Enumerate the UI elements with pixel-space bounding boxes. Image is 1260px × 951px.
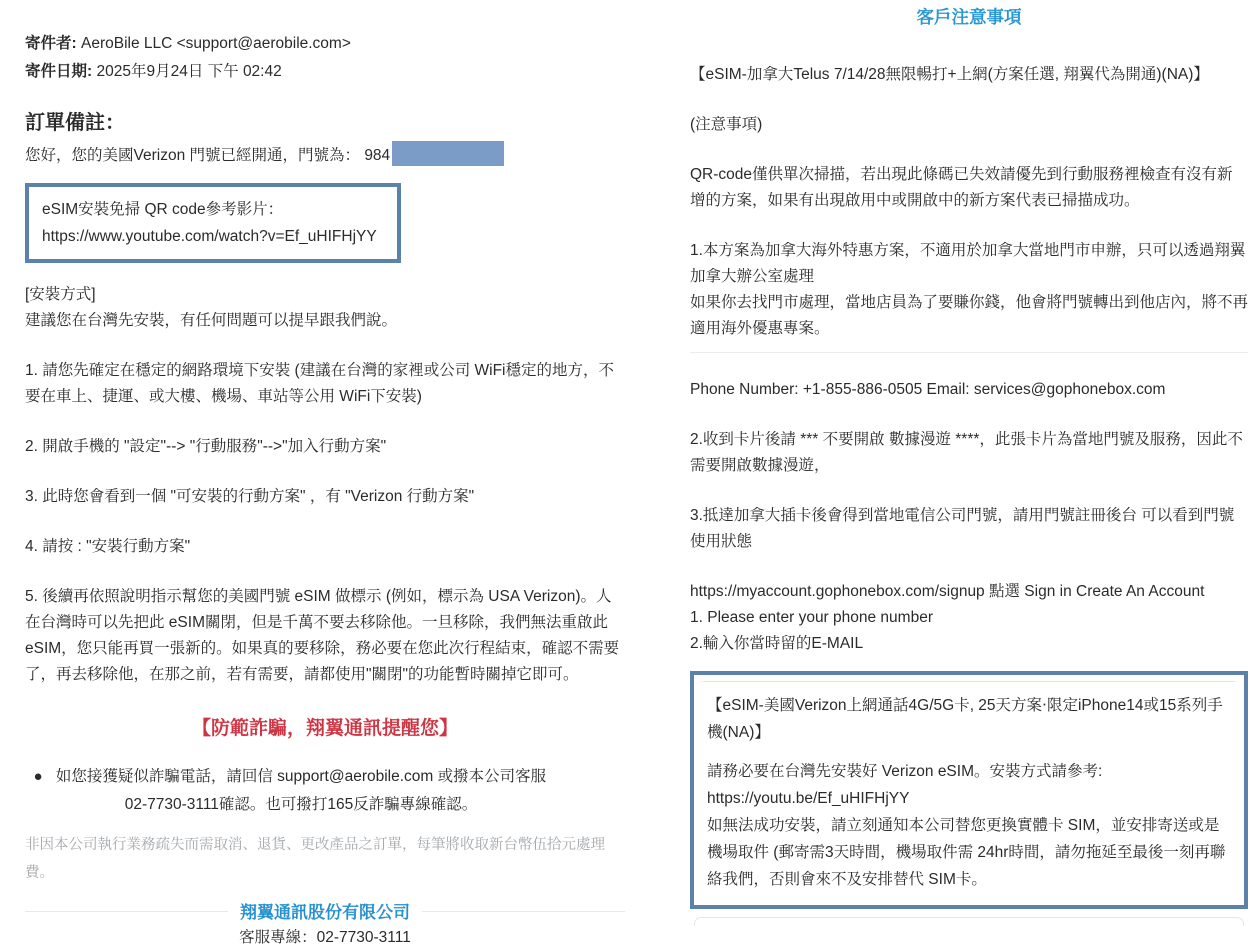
esim-video-url-link[interactable]: https://www.youtube.com/watch?v=Ef_uHIFHjYY <box>42 228 377 245</box>
signup-url-link[interactable]: https://myaccount.gophonebox.com/signup 點選 Sign in Create An Account <box>690 583 1205 600</box>
install-intro: 建議您在台灣先安裝，有任何問題可以提早跟我們說。 <box>25 312 398 329</box>
sender-value: AeroBile LLC <support@aerobile.com> <box>80 35 351 52</box>
verizon-esim-highlight-box <box>690 671 1248 909</box>
install-step-1: 1. 請您先確定在穩定的網路環境下安裝 (建議在台灣的家裡或公司 WiFi穩定的地方，不要在車上、捷運、或大樓、機場、車站等公用 WiFi下安裝) <box>25 362 614 405</box>
fraud-bullet-text: 如您接獲疑似詐騙電話，請回信 support@aerobile.com 或撥本公司客服02-7730-3111確認。也可撥打165反詐騙專線確認。 <box>55 768 547 813</box>
redacted-phone-number <box>392 141 504 166</box>
verizon-fallback-note: 如無法成功安裝，請立刻通知本公司替您更換實體卡 SIM，並安排寄送或是機場取件 (郵寄需3天時間，機場取件需 24hr時間，請勿拖延至最後一刻再聯絡我們，否則會來不及安排替代 SIM卡。 <box>707 817 1226 888</box>
cancellation-fee-disclaimer: 非因本公司執行業務疏失而需取消、退貨、更改產品之訂單，每筆將收取新台幣伍拾元處理費。 <box>25 837 605 881</box>
notice-item-1-line1: 1.本方案為加拿大海外特惠方案，不適用於加拿大當地門市申辦，只可以透過翔翼加拿大辦公室處理 <box>690 242 1246 285</box>
qr-code-note: QR-code僅供單次掃描，若出現此條碼已失效請優先到行動服務裡檢查有沒有新增的方案，如果有出現啟用中或開啟中的新方案代表已掃描成功。 <box>690 166 1233 209</box>
notice-label: (注意事項) <box>690 116 763 133</box>
notice-page-title: 客戶注意事項 <box>916 7 1022 27</box>
verizon-video-url-link[interactable]: https://youtu.be/Ef_uHIFHjYY <box>707 790 910 807</box>
esim-video-label: eSIM安裝免掃 QR code參考影片： <box>42 201 284 218</box>
notice-item-1 <box>690 238 1248 353</box>
email-body-column <box>25 0 625 951</box>
company-name: 翔翼通訊股份有限公司 <box>228 903 422 922</box>
esim-video-highlight-box <box>25 183 401 263</box>
signup-step-2: 2.輸入你當時留的E-MAIL <box>690 635 864 652</box>
order-note-title: 訂單備註： <box>25 112 125 134</box>
date-value: 2025年9月24日 下午 02:42 <box>96 63 282 80</box>
notice-item-3: 3.抵達加拿大插卡後會得到當地電信公司門號，請用門號註冊後台 可以看到門號使用狀態 <box>690 507 1235 550</box>
customer-service-line: 客服專線：02-7730-3111 <box>239 929 411 946</box>
customer-notice-column <box>690 0 1248 926</box>
footer-divider <box>25 903 625 925</box>
telus-plan-title: 【eSIM-加拿大Telus 7/14/28無限暢打+上網(方案任選, 翔翼代為開通)(NA)】 <box>690 66 1209 83</box>
greeting-text: 您好，您的美國Verizon 門號已經開通，門號為： 984 <box>25 147 391 164</box>
fraud-alert-title: 【防範詐騙，翔翼通訊提醒您】 <box>191 718 458 739</box>
gophonebox-contact-line: Phone Number: +1-855-886-0505 Email: services@gophonebox.com <box>690 381 1166 398</box>
verizon-plan-title: 【eSIM-美國Verizon上網通話4G/5G卡, 25天方案‧限定iPhone14或15系列手機(NA)】 <box>707 697 1223 741</box>
sender-line <box>25 30 625 58</box>
date-label: 寄件日期: <box>25 63 93 80</box>
box-inner-divider <box>703 681 1235 682</box>
fraud-bullet-item <box>25 763 625 819</box>
greeting-line <box>25 143 625 169</box>
next-section-edge <box>694 917 1244 926</box>
install-step-4: 4. 請按 : "安裝行動方案" <box>25 538 191 555</box>
install-method-header: [安裝方式] <box>25 286 96 303</box>
notice-item-1-line2: 如果你去找門市處理，當地店員為了要賺你錢，他會將門號轉出到他店內，將不再適用海外優惠專案。 <box>690 294 1249 337</box>
bullet-icon: ● <box>33 768 43 785</box>
sender-label: 寄件者: <box>25 35 77 52</box>
verizon-install-note: 請務必要在台灣先安裝好 Verizon eSIM。安裝方式請參考: <box>707 763 1103 780</box>
notice-item-2: 2.收到卡片後請 *** 不要開啟 數據漫遊 ****，此張卡片為當地門號及服務，因此不需要開啟數據漫遊， <box>690 431 1243 474</box>
signup-step-1: 1. Please enter your phone number <box>690 609 933 626</box>
signup-instructions <box>690 579 1248 657</box>
install-step-2: 2. 開啟手機的 "設定"--> "行動服務"-->"加入行動方案" <box>25 438 387 455</box>
date-line <box>25 58 625 86</box>
install-step-3: 3. 此時您會看到一個 "可安裝的行動方案" ，有 "Verizon 行動方案" <box>25 488 475 505</box>
install-step-5: 5. 後續再依照說明指示幫您的美國門號 eSIM 做標示 (例如，標示為 USA Verizon)。人在台灣時可以先把此 eSIM關閉，但是千萬不要去移除他。一旦移除，我們無法重啟此 eSIM，您只能再買一張新的。如果真的要移除，務必要在您此次行程結束，確認不需要了，再去移除他，在那之前，若有需要，請都使用"關閉"的功能暫時關掉它即可。 <box>25 588 620 683</box>
